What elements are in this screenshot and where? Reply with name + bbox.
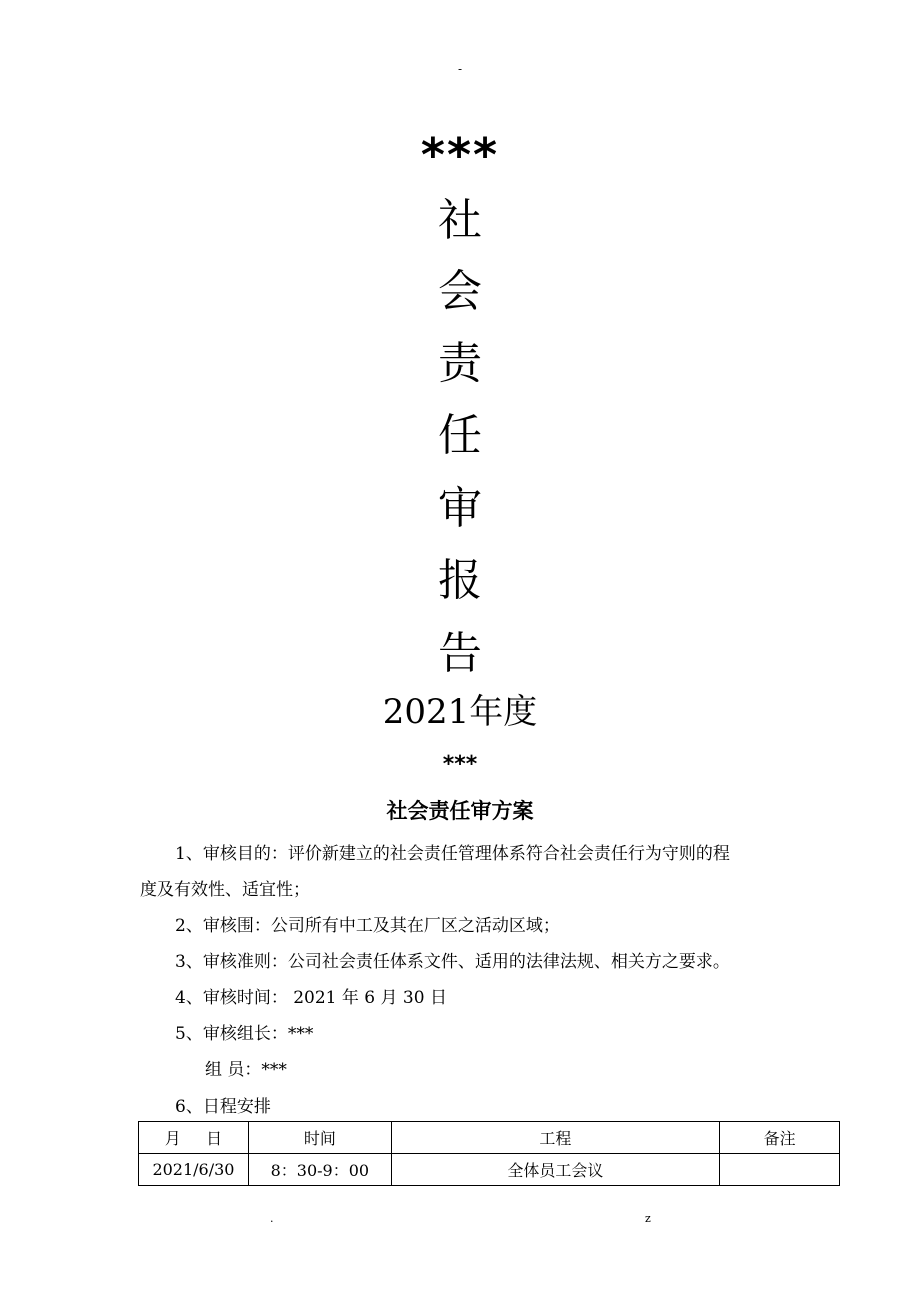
- table-cell-item: 全体员工会议: [391, 1154, 719, 1186]
- footer-right-mark: z: [645, 1212, 651, 1225]
- table-cell-time: 8：30-9：00: [248, 1154, 391, 1186]
- table-cell-note: [720, 1154, 840, 1186]
- plan-item: 1、审核目的：评价新建立的社会责任管理体系符合社会责任行为守则的程: [175, 844, 730, 864]
- cover-title-char: 责: [438, 338, 482, 389]
- plan-item: 度及有效性、适宜性；: [140, 880, 310, 900]
- table-cell-date: 2021/6/30: [139, 1154, 249, 1186]
- plan-title: 社会责任审方案: [386, 799, 534, 823]
- page-header-mark: -: [457, 62, 463, 76]
- plan-item: 组 员：***: [205, 1060, 287, 1080]
- plan-item: 3、审核准则：公司社会责任体系文件、适用的法律法规、相关方之要求。: [175, 952, 730, 972]
- cover-year: 2021年度: [382, 692, 538, 732]
- cover-title-char: 会: [438, 266, 482, 317]
- cover-title-char: 审: [438, 483, 482, 534]
- plan-item: 6、日程安排: [175, 1097, 271, 1117]
- column-header: 工程: [391, 1122, 719, 1154]
- cover-title-char: 任: [438, 410, 482, 461]
- table-header-row: [139, 1122, 840, 1154]
- cover-company: ***: [420, 128, 500, 182]
- column-header: 时间: [248, 1122, 391, 1154]
- column-header: 月 日: [139, 1122, 249, 1154]
- cover-title-char: 报: [438, 555, 482, 606]
- schedule-table: [138, 1121, 840, 1186]
- table-row: [139, 1154, 840, 1186]
- column-header: 备注: [720, 1122, 840, 1154]
- plan-company: ***: [442, 752, 478, 777]
- plan-item: 5、审核组长：***: [175, 1024, 314, 1044]
- plan-item: 2、审核围：公司所有中工及其在厂区之活动区域；: [175, 916, 560, 936]
- plan-item: 4、审核时间： 2021 年 6 月 30 日: [175, 988, 447, 1008]
- footer-left-mark: .: [270, 1212, 274, 1225]
- cover-title-char: 告: [438, 628, 482, 679]
- cover-title-char: 社: [438, 195, 482, 246]
